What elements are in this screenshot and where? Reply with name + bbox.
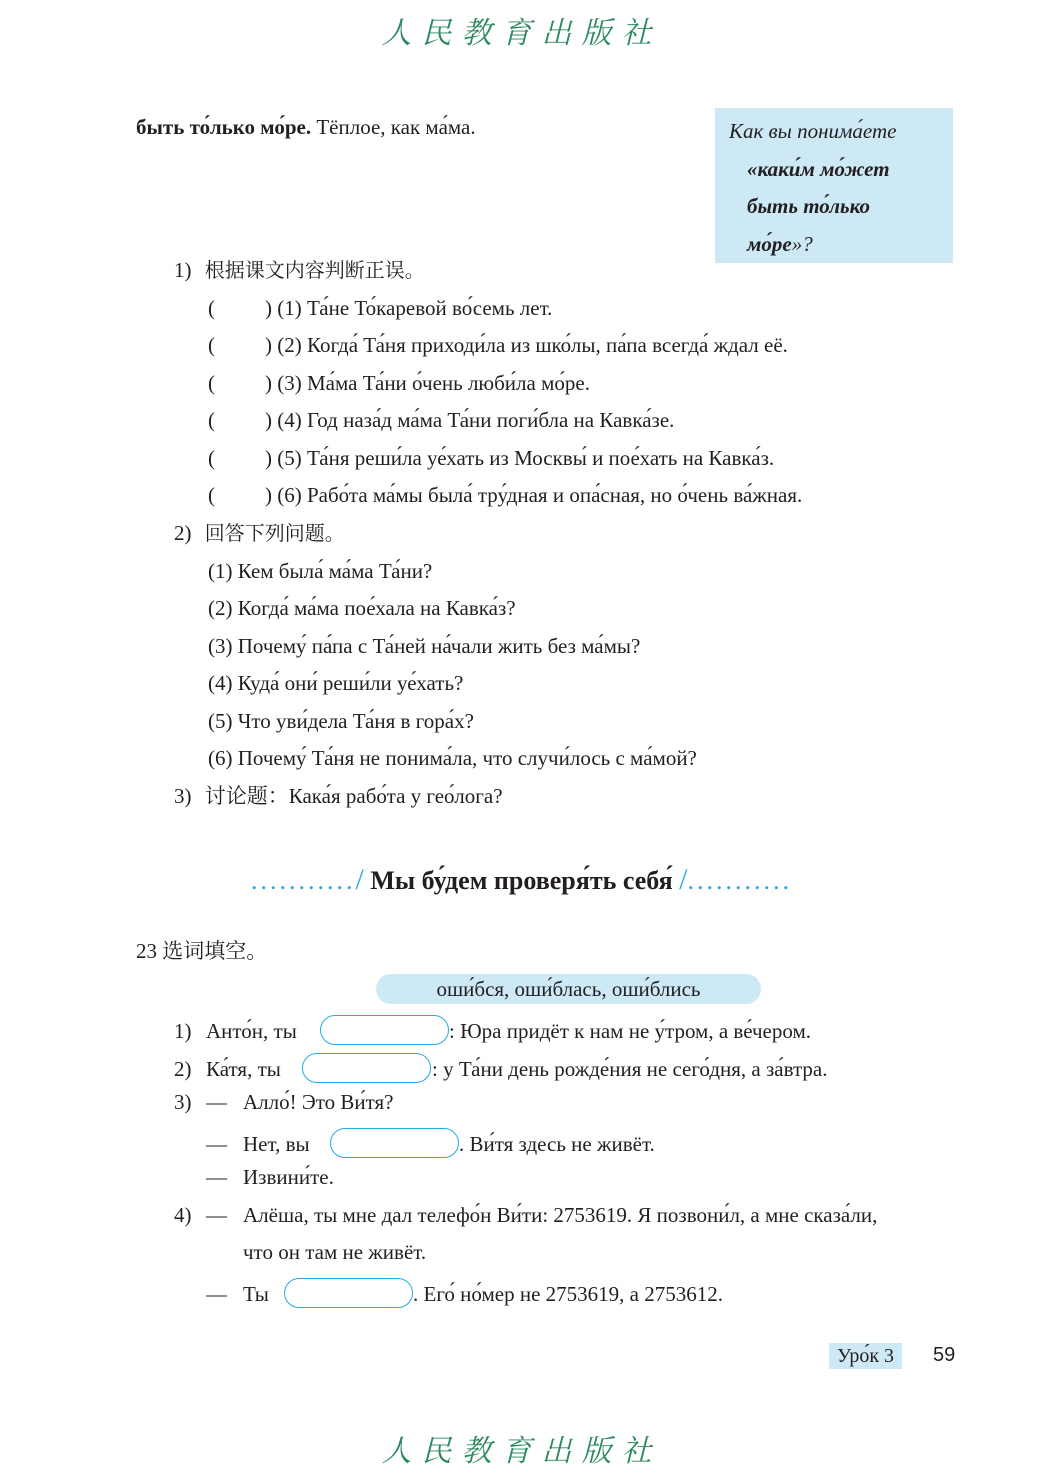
q3-line-2-after: . Ви́тя здесь не живёт.: [459, 1132, 655, 1156]
task2-question: (3) Почему́ па́па с Та́ней на́чали жить без ма́мы?: [208, 634, 641, 658]
exercise23-title: 23 选词填空。: [136, 939, 268, 963]
task2-title: 回答下列问题。: [204, 521, 345, 545]
q1-after: : Юра придёт к нам не у́тром, а ве́чером.: [449, 1019, 812, 1043]
q4-dash: —: [206, 1203, 227, 1227]
task1-item: ( ) (1) Та́не То́каревой во́семь лет.: [208, 296, 553, 320]
answer-blank-3[interactable]: [330, 1128, 459, 1158]
heading-slash-right: /: [679, 863, 688, 896]
task2-question: (1) Кем была́ ма́ма Та́ни?: [208, 559, 433, 583]
answer-blank-4[interactable]: [284, 1278, 413, 1308]
task1-item: ( ) (6) Рабо́та ма́мы была́ тру́дная и опа́сная, но о́чень ва́жная.: [208, 483, 803, 507]
q4-line-1: Алёша, ты мне дал телефо́н Ви́ти: 2753619. Я позвони́л, а мне сказа́ли,: [243, 1203, 878, 1227]
task1-item: ( ) (2) Когда́ Та́ня приходи́ла из шко́лы, па́па всегда́ ждал её.: [208, 333, 788, 357]
task2-number: 2): [174, 521, 192, 545]
q3-line-2-before: Нет, вы: [243, 1132, 310, 1156]
task1-title: 根据课文内容判断正误。: [204, 258, 425, 282]
q4-line-1b: что он там не живёт.: [243, 1240, 427, 1264]
task1-number: 1): [174, 258, 192, 282]
task1-item: ( ) (3) Ма́ма Та́ни о́чень люби́ла мо́ре.: [208, 371, 590, 395]
q3-dash: —: [206, 1090, 227, 1114]
publisher-logo-bottom: 人民教育出版社: [381, 1434, 662, 1469]
heading-title: Мы бу́дем проверя́ть себя́: [370, 866, 673, 895]
sidebox-line-4: [729, 226, 945, 264]
task2-question: (4) Куда́ они́ реши́ли уе́хать?: [208, 671, 464, 695]
q3-number: 3): [174, 1090, 192, 1114]
q2-number: 2): [174, 1057, 192, 1081]
task2-title-line: [174, 520, 345, 546]
heading-dots-left: ...........: [250, 866, 356, 895]
word-bank: оши́бся, оши́блась, оши́блись: [376, 974, 761, 1004]
q3-line-3: Извини́те.: [243, 1165, 334, 1189]
sidebox-line-4-end: »?: [791, 231, 813, 256]
intro-line: [136, 114, 476, 140]
sidebox-line-2: «каки́м мо́жет: [747, 156, 890, 181]
task1-title-line: [174, 257, 425, 283]
section-heading: [0, 860, 1043, 901]
q2-after: : у Та́ни день рожде́ния не сего́дня, а за́втра.: [432, 1057, 828, 1081]
q3-dash: —: [206, 1132, 227, 1156]
intro-bold: быть то́лько мо́ре.: [136, 115, 312, 139]
q4-dash: —: [206, 1282, 227, 1306]
q4-line-2-before: Ты: [243, 1282, 269, 1306]
q4-line-2-after: . Его́ но́мер не 2753619, а 2753612.: [413, 1282, 723, 1306]
answer-blank-2[interactable]: [302, 1053, 431, 1083]
q4-number: 4): [174, 1203, 192, 1227]
q3-line-1: Алло́! Это Ви́тя?: [243, 1090, 394, 1114]
page-number: 59: [933, 1344, 956, 1366]
intro-rest: Тёплое, как ма́ма.: [311, 115, 476, 139]
heading-dots-right: ...........: [687, 866, 793, 895]
side-question-box: [715, 108, 953, 263]
heading-slash-left: /: [355, 863, 364, 896]
task3-line: [174, 783, 503, 809]
task3-text: 讨论题：Кака́я рабо́та у гео́лога?: [204, 784, 503, 808]
task1-item: ( ) (4) Год наза́д ма́ма Та́ни поги́бла на Кавка́зе.: [208, 408, 675, 432]
sidebox-line-4-bold: мо́ре: [747, 231, 792, 256]
sidebox-line-3: быть то́лько: [747, 194, 870, 218]
answer-blank-1[interactable]: [320, 1015, 449, 1045]
sidebox-line-1: Как вы понима́ете: [729, 119, 897, 143]
task2-question: (2) Когда́ ма́ма пое́хала на Кавка́з?: [208, 596, 516, 620]
q2-before: Ка́тя, ты: [206, 1057, 281, 1081]
task1-item: ( ) (5) Та́ня реши́ла уе́хать из Москвы́ и пое́хать на Кавка́з.: [208, 446, 775, 470]
task2-question: (6) Почему́ Та́ня не понима́ла, что случи́лось с ма́мой?: [208, 746, 697, 770]
task2-question: (5) Что уви́дела Та́ня в гора́х?: [208, 709, 474, 733]
q1-number: 1): [174, 1019, 192, 1043]
q1-before: Анто́н, ты: [206, 1019, 297, 1043]
q3-dash: —: [206, 1165, 227, 1189]
publisher-logo-top: 人民教育出版社: [381, 16, 662, 51]
lesson-tag: Уро́к 3: [829, 1343, 902, 1369]
task3-number: 3): [174, 784, 192, 808]
